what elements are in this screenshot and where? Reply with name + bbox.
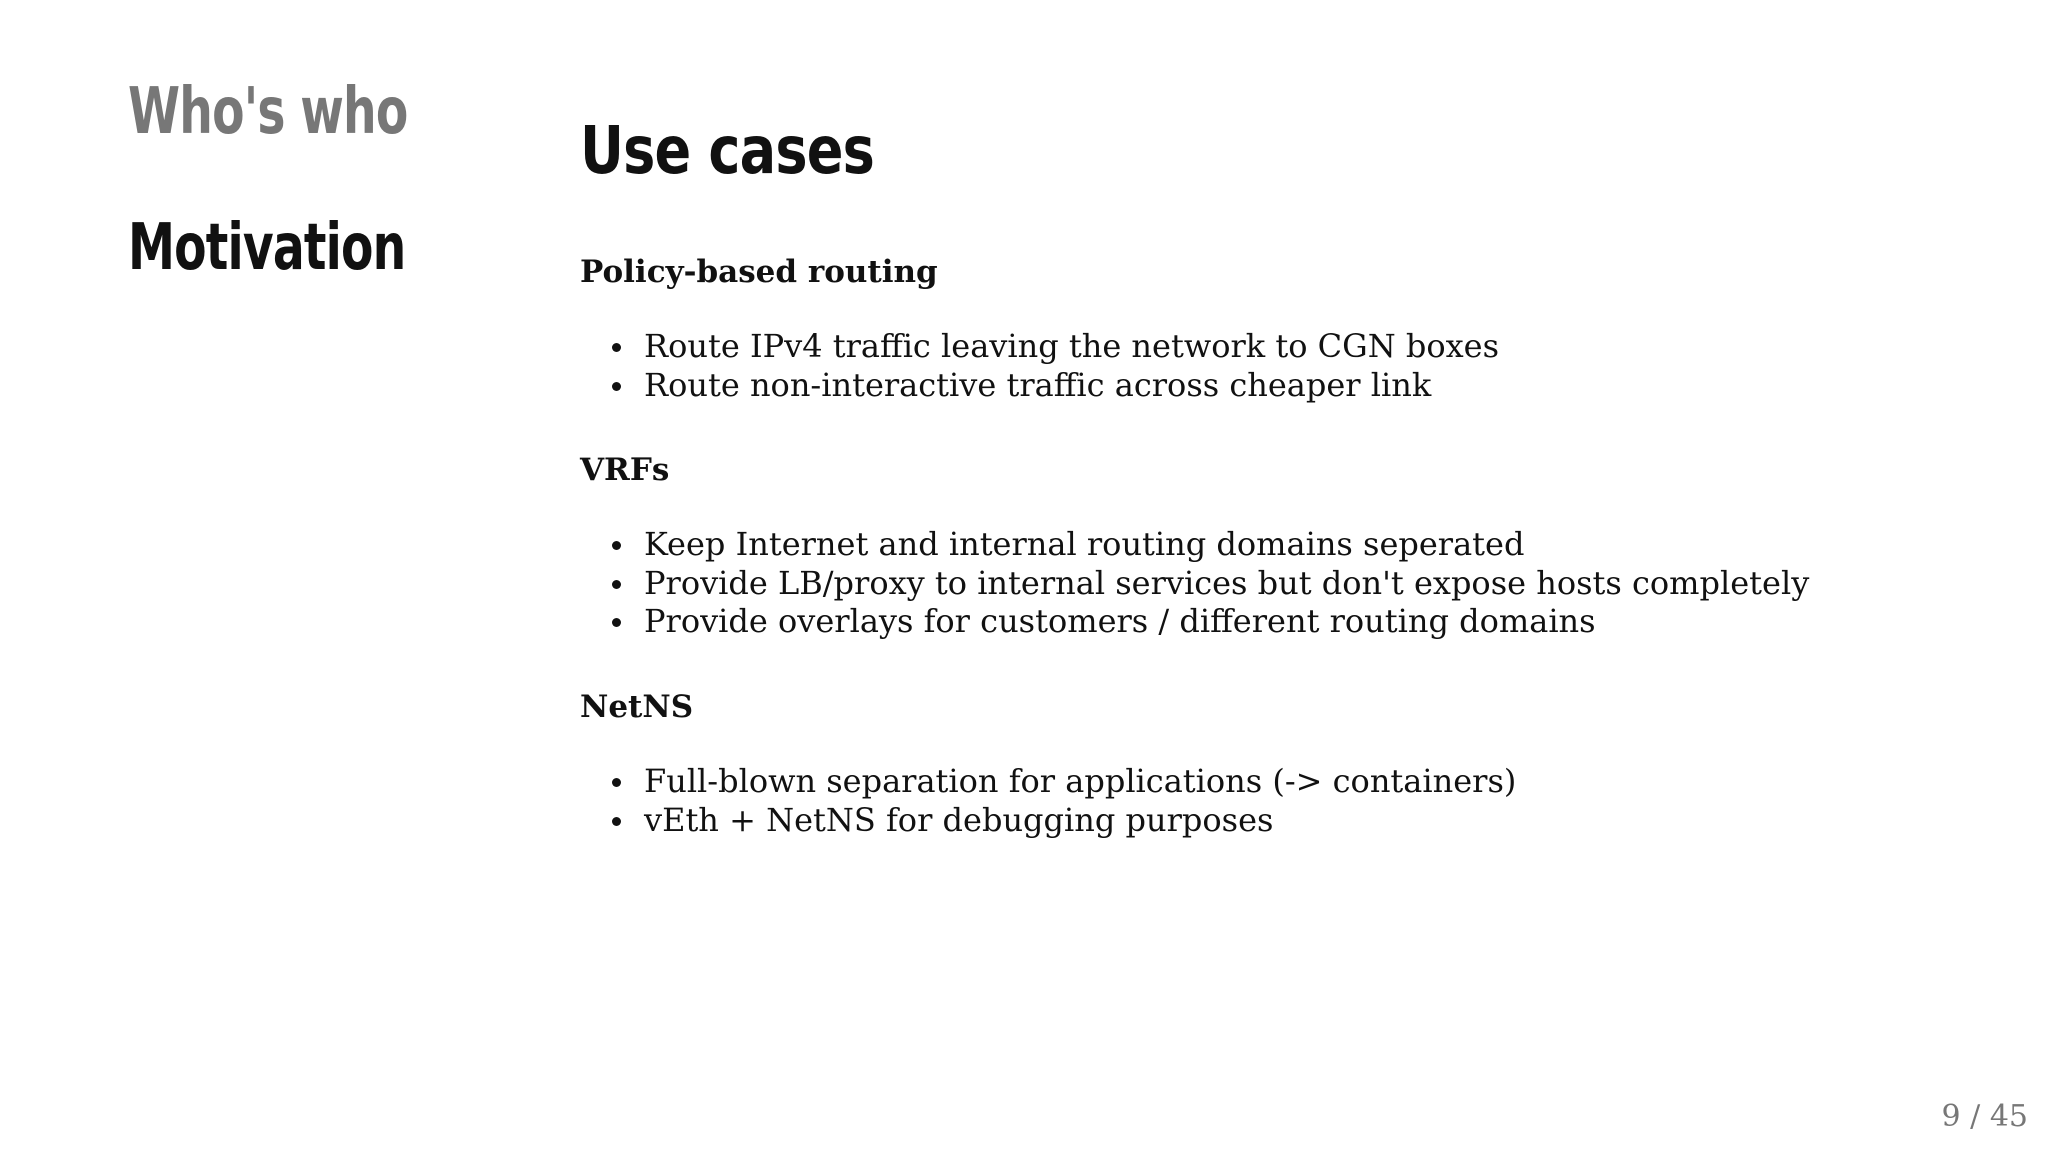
bullet-list	[580, 525, 1980, 641]
nav-item-motivation[interactable]: Motivation	[128, 211, 406, 285]
list-item	[580, 327, 1980, 366]
section-netns	[580, 689, 1980, 839]
list-item-text: Full-blown separation for applications (-> containers)	[644, 762, 1517, 801]
list-item	[580, 525, 1980, 564]
section-vrfs	[580, 452, 1980, 641]
list-item	[580, 564, 1980, 603]
slide-title: Use cases	[580, 112, 875, 189]
bullet-icon	[612, 580, 621, 589]
bullet-icon	[612, 343, 621, 352]
bullet-icon	[612, 541, 621, 550]
page-counter: 9 / 45	[1941, 1099, 2028, 1134]
list-item	[580, 801, 1980, 840]
bullet-list	[580, 327, 1980, 404]
bullet-icon	[612, 778, 621, 787]
section-heading: Policy-based routing	[580, 254, 938, 290]
list-item	[580, 366, 1980, 405]
list-item-text: Provide LB/proxy to internal services but don't expose hosts completely	[644, 563, 1810, 602]
bullet-icon	[612, 382, 621, 391]
list-item-text: Provide overlays for customers / different routing domains	[644, 602, 1596, 641]
section-heading: NetNS	[580, 688, 694, 725]
section-navigation	[128, 75, 548, 285]
section-policy-based-routing	[580, 254, 1980, 404]
nav-item-whos-who[interactable]: Who's who	[128, 75, 408, 149]
bullet-icon	[612, 618, 621, 627]
list-item-text: Keep Internet and internal routing domains seperated	[644, 525, 1525, 564]
section-heading: VRFs	[580, 452, 670, 489]
list-item-text: Route non-interactive traffic across cheaper link	[644, 365, 1432, 404]
slide-content	[580, 112, 1980, 887]
list-item-text: Route IPv4 traffic leaving the network to CGN boxes	[644, 327, 1500, 366]
bullet-icon	[612, 817, 621, 826]
list-item-text: vEth + NetNS for debugging purposes	[644, 800, 1274, 839]
list-item	[580, 602, 1980, 641]
bullet-list	[580, 762, 1980, 839]
list-item	[580, 762, 1980, 801]
